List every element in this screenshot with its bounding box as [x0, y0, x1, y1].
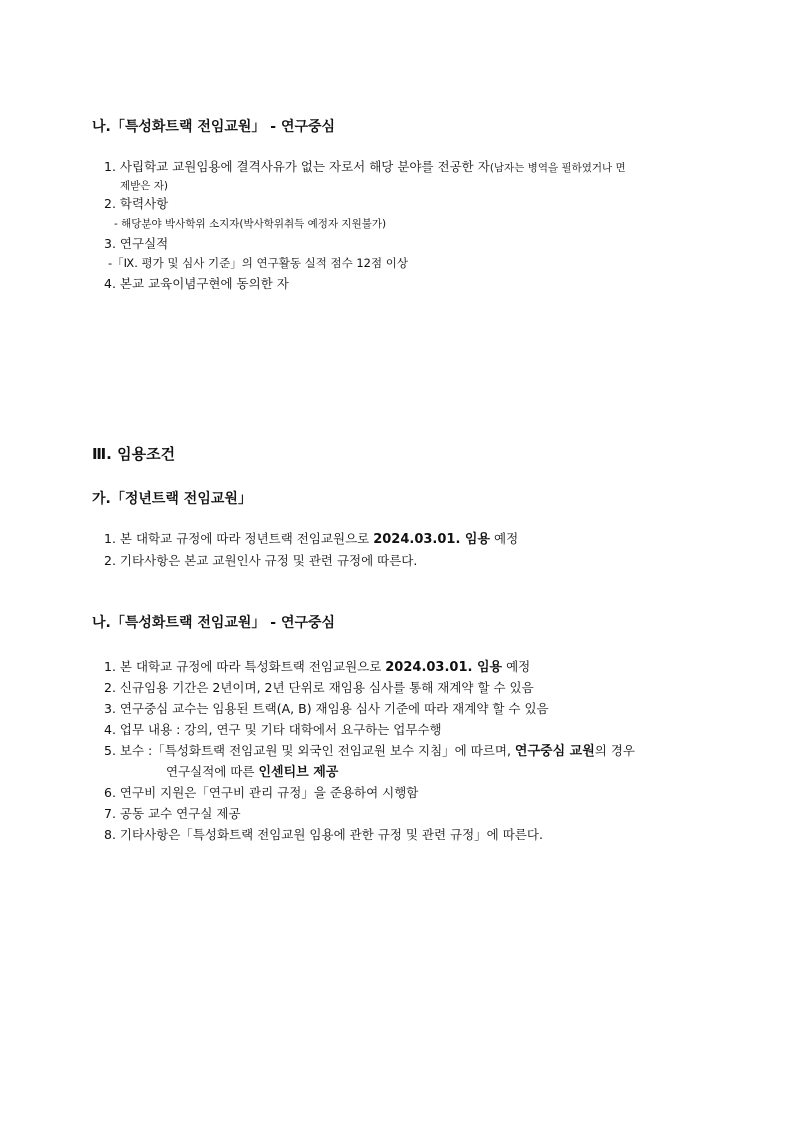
item-text: 본교 교육이념구현에 동의한 자 [119, 276, 289, 291]
item-number: 4. [104, 276, 116, 291]
item-text: 신규임용 기간은 2년이며, 2년 단위로 재임용 심사를 통해 재계약 할 수 있음 [119, 680, 534, 695]
item-number: 2. [104, 196, 116, 211]
list-item [104, 677, 794, 698]
item-text: 연구비 지원은「연구비 관리 규정」을 준용하여 시행함 [119, 785, 419, 800]
section-title-text: 나.「특성화트랙 전임교원」 - 연구중심 [92, 119, 336, 135]
section-title-text: Ⅲ. 임용조건 [92, 445, 176, 463]
item-text: 보수 :「특성화트랙 전임교원 및 외국인 전임교원 보수 지침」에 따르며, [119, 743, 515, 758]
item-note: 제받은 자) [120, 180, 169, 192]
item-number: 7. [104, 806, 116, 821]
sub-item [108, 254, 794, 273]
item-number: 1. [104, 159, 116, 174]
item-number: 1. [104, 659, 116, 674]
item-text: 예정 [490, 531, 519, 546]
item-text: 공동 교수 연구실 제공 [119, 806, 241, 821]
list-item [104, 698, 794, 719]
item-emphasis: 인센티브 제공 [258, 765, 339, 780]
item-text: 학력사항 [119, 196, 169, 211]
item-text: 본 대학교 규정에 따라 정년트랙 전임교원으로 [119, 531, 374, 546]
section-title-tenure-track [92, 488, 794, 508]
item-text: 기타사항은 본교 교원인사 규정 및 관련 규정에 따른다. [119, 553, 418, 568]
item-text: 연구실적 [119, 236, 169, 251]
list-item [104, 528, 794, 550]
list-item [104, 656, 794, 678]
list-item [104, 550, 794, 571]
item-emphasis: 2024.03.01. 임용 [373, 532, 491, 547]
item-number: 8. [104, 827, 116, 842]
item-number: 2. [104, 553, 116, 568]
sub-item [114, 214, 794, 234]
item-number: 3. [104, 701, 116, 716]
item-text: 사립학교 교원임용에 결격사유가 없는 자로서 해당 분야를 전공한 자 [119, 159, 490, 174]
list-item [104, 803, 794, 824]
item-note: (남자는 병역을 필하였거나 면 [489, 162, 626, 174]
item-text: 의 경우 [594, 743, 635, 758]
list-item [104, 273, 794, 294]
list-item [104, 193, 794, 214]
list-item [104, 233, 794, 254]
item-number: 4. [104, 722, 116, 737]
list-item [104, 824, 794, 845]
item-text: 본 대학교 규정에 따라 특성화트랙 전임교원으로 [119, 659, 386, 674]
section-title-text: 나.「특성화트랙 전임교원」 - 연구중심 [92, 615, 336, 631]
list-item [104, 719, 794, 740]
section-title-specialized-track [92, 612, 794, 632]
item-emphasis: 2024.03.01. 임용 [385, 660, 503, 675]
list-item-continuation [166, 761, 794, 783]
item-number: 2. [104, 680, 116, 695]
sub-item-text: - 해당분야 박사학위 소지자(박사학위취득 예정자 지원불가) [114, 218, 387, 230]
item-number: 6. [104, 785, 116, 800]
item-emphasis: 연구중심 교원 [514, 744, 595, 759]
item-text: 기타사항은「특성화트랙 전임교원 임용에 관한 규정 및 관련 규정」에 따른다. [119, 827, 543, 842]
section-title-qualifications [92, 116, 794, 136]
section-title-text: 가.「정년트랙 전임교원」 [92, 491, 252, 507]
list-item [104, 782, 794, 803]
section-title-employment-conditions [92, 443, 794, 464]
sub-item-text: -「Ⅸ. 평가 및 심사 기준」의 연구활동 실적 점수 12점 이상 [108, 256, 408, 270]
item-text: 업무 내용 : 강의, 연구 및 기타 대학에서 요구하는 업무수행 [119, 722, 442, 737]
item-number: 3. [104, 236, 116, 251]
item-number: 1. [104, 531, 116, 546]
item-text: 예정 [502, 659, 531, 674]
list-item [104, 740, 794, 762]
item-text: 연구중심 교수는 임용된 트랙(A, B) 재임용 심사 기준에 따라 재계약 할 수 있음 [119, 701, 549, 716]
item-text: 연구실적에 따른 [166, 764, 259, 779]
item-number: 5. [104, 743, 116, 758]
